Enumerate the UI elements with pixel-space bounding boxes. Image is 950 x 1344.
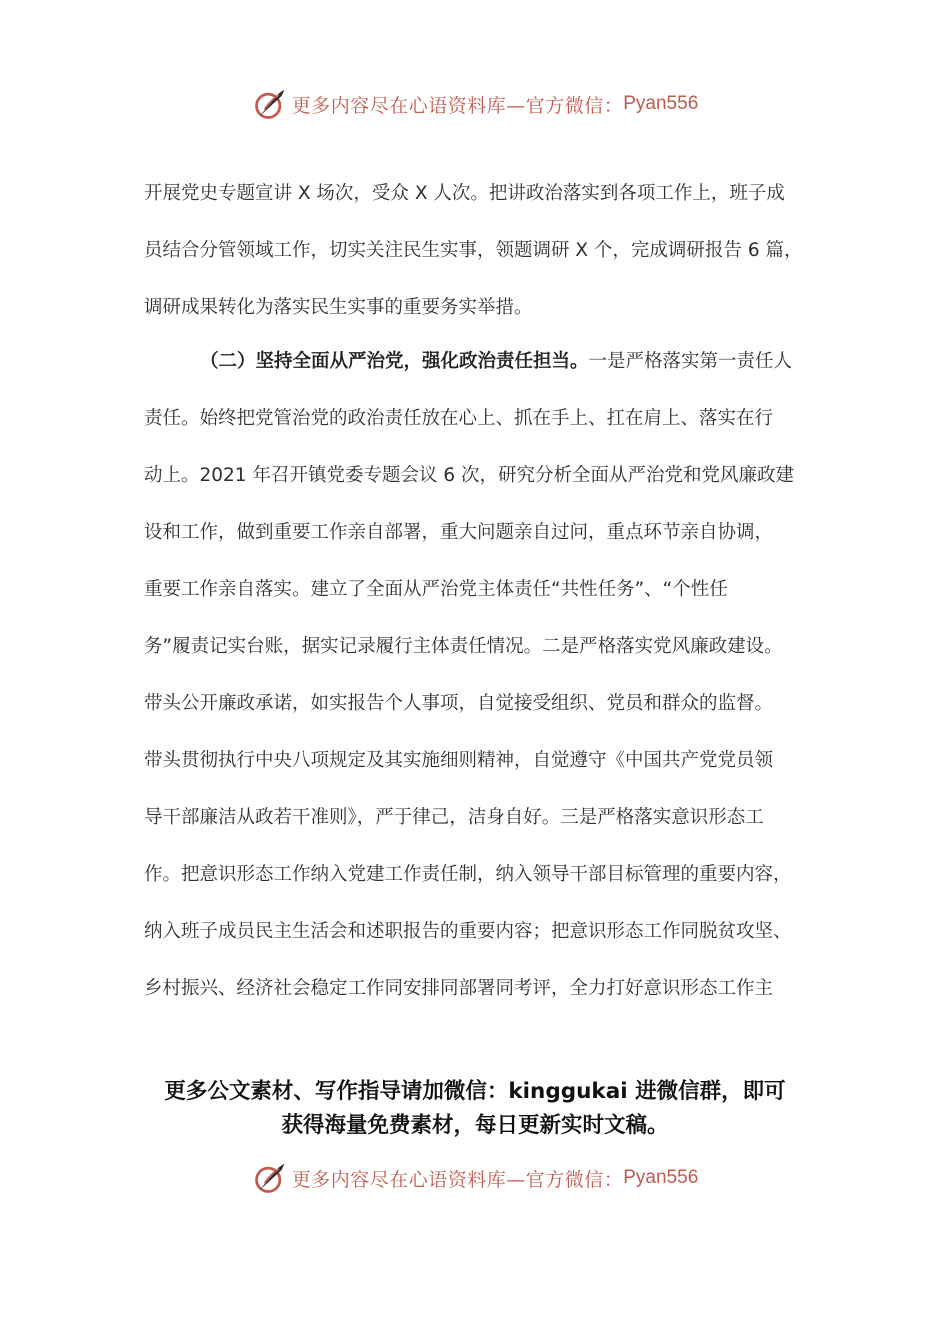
body-line-3: 调研成果转化为落实民生实事的重要务实举措。: [144, 297, 533, 318]
quill-logo-icon: [252, 86, 288, 122]
body-line-5: 责任。始终把党管治党的政治责任放在心上、抓在手上、扛在肩上、落实在行: [144, 408, 774, 429]
paragraph-2-first-line: [200, 347, 820, 377]
section-heading: （二）坚持全面从严治党，强化政治责任担当。: [200, 351, 589, 372]
promo-note-line-1: 更多公文素材、写作指导请加微信：kinggukai 进微信群，即可: [164, 1079, 786, 1104]
watermark-text: 更多内容尽在心语资料库—官方微信：: [291, 94, 624, 117]
quill-logo-icon: [252, 1160, 288, 1196]
body-line-13: 作。把意识形态工作纳入党建工作责任制，纳入领导干部目标管理的重要内容，: [144, 864, 792, 885]
body-line-6: 动上。2021 年召开镇党委专题会议 6 次，研究分析全面从严治党和党风廉政建: [144, 465, 794, 486]
header-watermark-banner: [0, 84, 950, 124]
body-line-1: 开展党史专题宣讲 X 场次，受众 X 人次。把讲政治落实到各项工作上，班子成: [144, 183, 785, 204]
promo-note-line-2: 获得海量免费素材，每日更新实时文稿。: [281, 1113, 669, 1138]
body-line-12: 导干部廉洁从政若干准则》，严于律己，洁身自好。三是严格落实意识形态工: [144, 807, 764, 828]
body-line-14: 纳入班子成员民主生活会和述职报告的重要内容；把意识形态工作同脱贫攻坚、: [144, 921, 792, 942]
footer-watermark-banner: [0, 1158, 950, 1198]
body-line-2: 员结合分管领域工作，切实关注民生实事，领题调研 X 个，完成调研报告 6 篇，: [144, 240, 803, 261]
body-line-7: 设和工作，做到重要工作亲自部署，重大问题亲自过问，重点环节亲自协调，: [144, 522, 774, 543]
body-line-11: 带头贯彻执行中央八项规定及其实施细则精神，自觉遵守《中国共产党党员领: [144, 750, 774, 771]
body-line-9: 务”履责记实台账，据实记录履行主体责任情况。二是严格落实党风廉政建设。: [144, 636, 783, 657]
watermark-text: 更多内容尽在心语资料库—官方微信：: [291, 1168, 624, 1191]
watermark-wechat-id: Pyan556: [623, 93, 699, 114]
body-line-10: 带头公开廉政承诺，如实报告个人事项，自觉接受组织、党员和群众的监督。: [144, 693, 774, 714]
body-line-8: 重要工作亲自落实。建立了全面从严治党主体责任“共性任务”、“个性任: [144, 579, 728, 600]
body-line-15: 乡村振兴、经济社会稳定工作同安排同部署同考评，全力打好意识形态工作主: [144, 978, 774, 999]
watermark-wechat-id: Pyan556: [623, 1167, 699, 1188]
section-heading-continuation: 一是严格落实第一责任人: [588, 351, 793, 372]
